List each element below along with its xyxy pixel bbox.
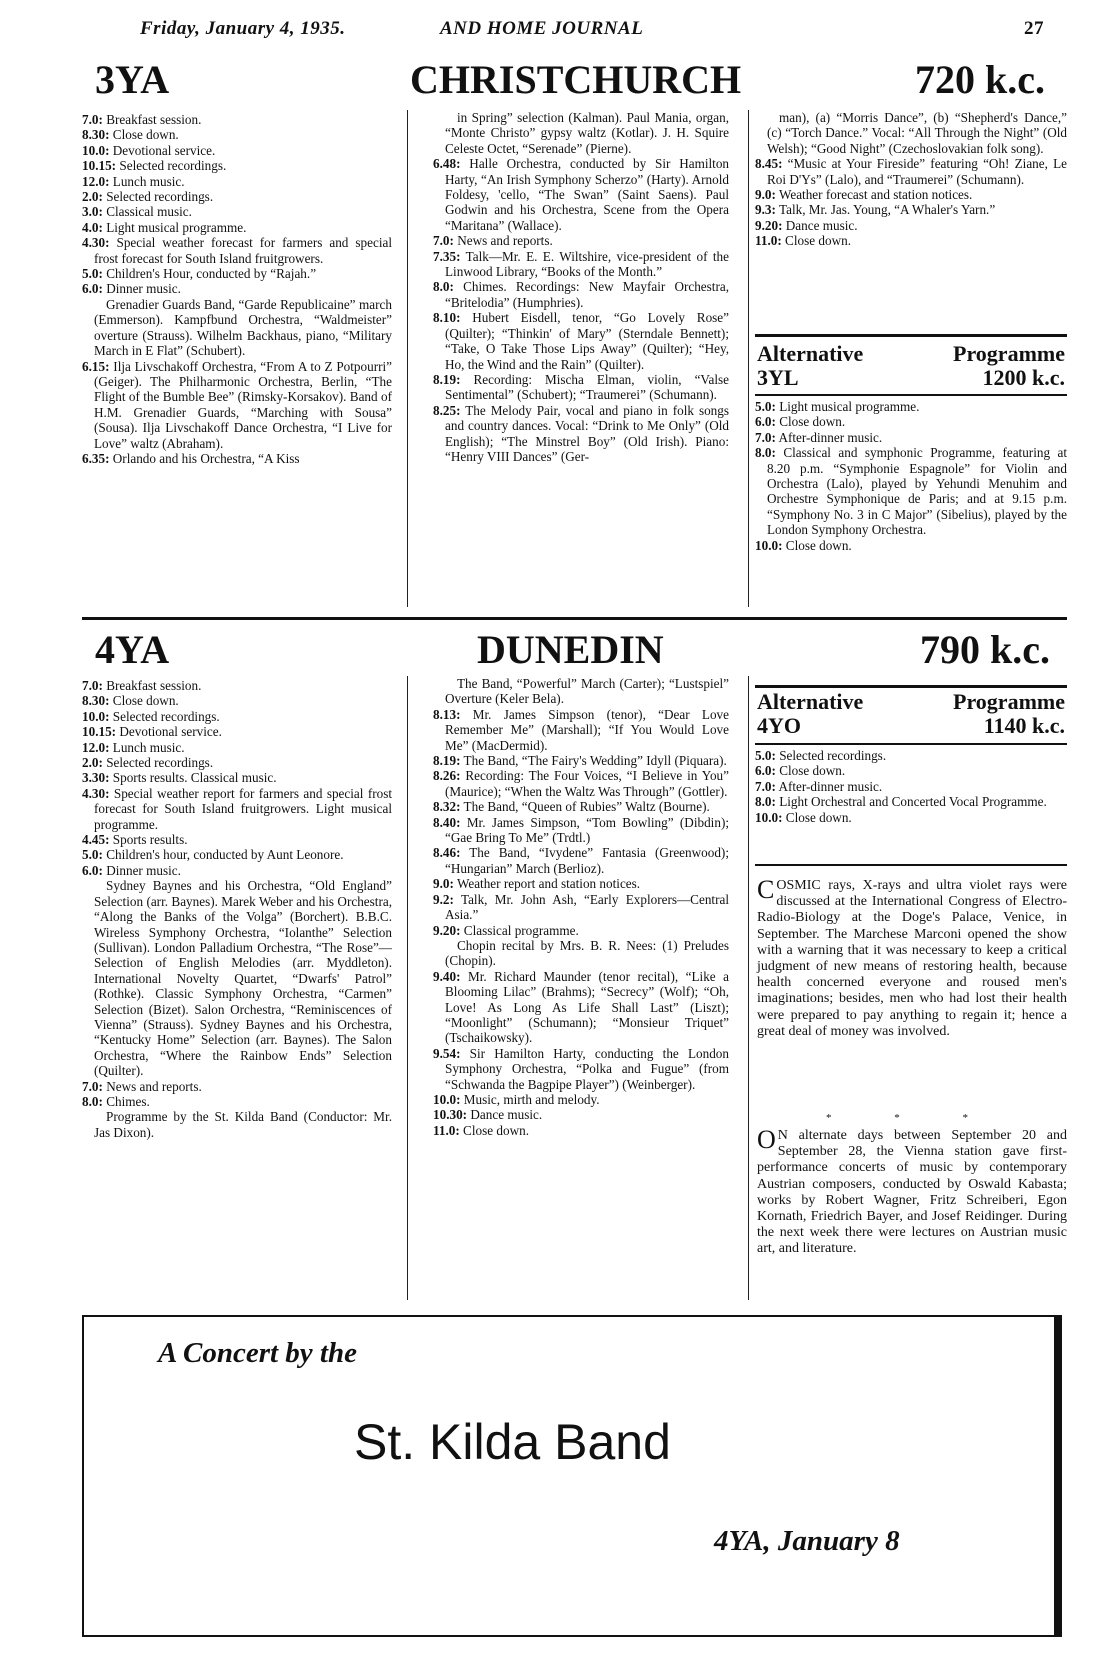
program-desc: Weather forecast and station notices. xyxy=(778,187,973,203)
program-time: 4.30: xyxy=(82,235,110,251)
program-time: 6.0: xyxy=(755,763,776,779)
station-4ya-heading: 4YA xyxy=(95,627,170,672)
program-time: 7.0: xyxy=(755,778,776,794)
program-desc: Children's hour, conducted by Aunt Leonore. xyxy=(106,847,344,863)
program-item xyxy=(433,815,729,846)
program-time: 8.0: xyxy=(433,279,454,295)
program-desc: Sports results. xyxy=(112,832,188,848)
program-item xyxy=(82,174,392,189)
program-time: 10.0: xyxy=(433,1091,461,1107)
program-item xyxy=(433,279,729,310)
program-item xyxy=(433,753,729,768)
freq-720-heading: 720 k.c. xyxy=(915,57,1045,102)
program-item xyxy=(433,1046,729,1092)
program-item xyxy=(755,218,1067,233)
program-desc: Lunch music. xyxy=(112,173,185,189)
program-time: 2.0: xyxy=(82,755,103,771)
program-item xyxy=(433,156,729,233)
program-item xyxy=(755,748,1067,763)
program-item xyxy=(433,249,729,280)
program-item xyxy=(433,969,729,1046)
advert-line-1: A Concert by the xyxy=(158,1337,357,1369)
program-time: 9.3: xyxy=(755,202,776,218)
program-desc: Light musical programme. xyxy=(106,219,247,235)
running-head xyxy=(140,18,1044,46)
program-desc: in Spring” selection (Kalman). Paul Mania, organ, “Monte Christo” gypsy waltz (Kotlar). J. H. Squire Celeste Octet, “Serenade” (Pierne). xyxy=(445,110,729,156)
3yl-program-list xyxy=(755,399,1067,553)
program-desc: Classical programme. xyxy=(463,922,579,938)
program-item xyxy=(433,1092,729,1107)
freq-790-heading: 790 k.c. xyxy=(920,627,1050,672)
program-time: 5.0: xyxy=(755,748,776,763)
program-item xyxy=(433,1107,729,1122)
program-desc: The Band, “Ivydene” Fantasia (Greenwood); “Hungarian” March (Berlioz). xyxy=(445,845,729,876)
program-item xyxy=(82,847,392,862)
program-item xyxy=(755,233,1067,248)
program-desc: Sir Hamilton Harty, conducting the London Symphony Orchestra, “Polka and Fugue” (from “Schwanda the Bagpipe Player”) (Weinberger). xyxy=(445,1045,729,1092)
program-item xyxy=(433,372,729,403)
program-item xyxy=(755,763,1067,778)
4ya-column-1 xyxy=(82,678,392,1140)
program-desc: The Band, “The Fairy's Wedding” Idyll (Piquara). xyxy=(463,753,727,769)
program-item xyxy=(82,740,392,755)
program-time: 8.30: xyxy=(82,693,110,709)
news-cosmic-rays xyxy=(757,875,1067,1040)
program-time: 8.25: xyxy=(433,402,461,418)
program-desc: Close down. xyxy=(785,537,852,553)
program-desc: Special weather report for farmers and special frost forecast for South Island fruitgrowers. Light musical programme. xyxy=(94,785,392,832)
program-desc: Light Orchestral and Concerted Vocal Programme. xyxy=(779,794,1047,810)
column-rule xyxy=(407,676,408,1300)
program-time: 8.40: xyxy=(433,814,461,830)
program-desc: Close down. xyxy=(779,763,846,779)
program-time: 9.0: xyxy=(433,876,454,892)
program-item xyxy=(755,794,1067,809)
program-time: 10.15: xyxy=(82,724,117,740)
alt-station: 3YL xyxy=(757,365,799,390)
program-desc: Devotional service. xyxy=(119,724,222,740)
program-item xyxy=(82,1109,392,1140)
program-desc: Light musical programme. xyxy=(779,399,920,414)
program-time: 6.0: xyxy=(82,281,103,297)
program-time: 10.0: xyxy=(755,537,783,553)
program-item xyxy=(755,202,1067,217)
program-desc: Close down. xyxy=(112,127,179,143)
program-desc: Breakfast session. xyxy=(106,678,202,693)
program-desc: Children's Hour, conducted by “Rajah.” xyxy=(106,266,317,282)
alt-label: Alternative xyxy=(757,341,864,366)
program-time: 8.10: xyxy=(433,310,461,326)
program-desc: The Band, “Powerful” March (Carter); “Lustspiel” Overture (Keler Bela). xyxy=(445,676,729,707)
program-item xyxy=(433,892,729,923)
program-desc: Chimes. Recordings: New Mayfair Orchestra, “Britelodia” (Humphries). xyxy=(445,279,729,310)
program-time: 9.54: xyxy=(433,1045,461,1061)
program-desc: Ilja Livschakoff Orchestra, “From A to Z Potpourri” (Geiger). The Philharmonic Orchestra, Berlin, “The Flight of the Bumble Bee” (Rimsky-Korsakov). Band of H.M. Grenadier Guards, “Marching with Sousa” (Sousa). Ilja Livschakoff Dance Orchestra, “I Live for Love” waltz (Abraham). xyxy=(94,358,393,451)
program-item xyxy=(433,233,729,248)
program-time: 10.0: xyxy=(755,809,783,825)
program-item xyxy=(755,810,1067,825)
program-desc: Selected recordings. xyxy=(106,755,214,771)
program-item xyxy=(82,143,392,158)
program-item xyxy=(82,1079,392,1094)
3ya-column-1 xyxy=(82,112,392,466)
program-item xyxy=(755,187,1067,202)
program-desc: Close down. xyxy=(463,1122,529,1138)
program-time: 10.0: xyxy=(82,708,110,724)
program-time: 4.0: xyxy=(82,219,103,235)
alt-rule xyxy=(755,394,1067,396)
program-desc: Dinner music. xyxy=(106,281,181,297)
program-time: 3.0: xyxy=(82,204,103,220)
section-rule xyxy=(82,617,1067,620)
program-desc: man), (a) “Morris Dance”, (b) “Shepherd's Dance,” (c) “Torch Dance.” Vocal: “All Through the Night” (Old Welsh); “Good Night” (Czechoslovakian folk song). xyxy=(767,110,1067,156)
program-time: 8.0: xyxy=(82,1093,103,1109)
program-desc: Special weather forecast for farmers and special frost forecast for South Island fruitgrowers. xyxy=(94,235,392,266)
program-item xyxy=(82,863,392,878)
program-desc: Classical and symphonic Programme, featuring at 8.20 p.m. “Symphonie Espagnole” for Violin and Orchestra (Lalo), played by Yehundi Menuhim and Orchestre Symphonique de Paris; and at 9.15 p.m. “Symphony No. 3 in C Major” (Sibelius), played by the London Symphony Orchestra. xyxy=(767,445,1068,538)
program-time: 4.30: xyxy=(82,785,110,801)
alt-station: 4YO xyxy=(757,713,801,738)
program-desc: Recording: Mischa Elman, violin, “Valse Sentimental” (Schubert); “Traumerei” (Schumann). xyxy=(445,371,729,403)
page-number: 27 xyxy=(1024,18,1044,39)
program-item xyxy=(755,414,1067,429)
program-item xyxy=(82,189,392,204)
program-item xyxy=(82,127,392,142)
program-desc: Chopin recital by Mrs. B. R. Nees: (1) Preludes (Chopin). xyxy=(445,937,729,969)
prog-label: Programme xyxy=(953,341,1065,366)
program-desc: Classical music. xyxy=(106,204,192,220)
journal-title: AND HOME JOURNAL xyxy=(440,18,644,39)
program-time: 9.0: xyxy=(755,187,776,203)
program-item xyxy=(755,399,1067,414)
program-time: 12.0: xyxy=(82,739,110,755)
program-desc: Sydney Baynes and his Orchestra, “Old England” Selection (arr. Baynes). Marek Weber and his Orchestra, “Along the Banks of the Volga” (Borchert). B.B.C. Wireless Symphony Orchestra, “Iolanthe” Selection (Sullivan). London Palladium Orchestra, “The Rose”—Selection of English Melodies (arr. Myddleton). International Novelty Quartet, “Dwarfs' Patrol” (Rothke). Classic Symphony Orchestra, “Carmen” Selection (Bizet). Salon Orchestra, “Reminiscences of Vienna” (Strauss). Sydney Baynes and his Orchestra, “Kentucky Home” Selection (arr. Baynes). The Salon Orchestra, “Where the Rainbow Ends” Selection (Quilter). xyxy=(94,878,392,1079)
program-item xyxy=(82,770,392,785)
program-time: 5.0: xyxy=(82,266,103,282)
program-time: 11.0: xyxy=(433,1122,460,1138)
program-time: 8.46: xyxy=(433,845,461,861)
drop-cap: C xyxy=(757,875,775,904)
program-item xyxy=(82,755,392,770)
alt-rule xyxy=(755,334,1067,337)
program-time: 6.0: xyxy=(82,862,103,878)
program-item xyxy=(433,938,729,969)
program-desc: Breakfast session. xyxy=(106,112,202,127)
prog-label: Programme xyxy=(953,689,1065,714)
program-time: 8.32: xyxy=(433,799,461,815)
column-rule xyxy=(748,110,749,607)
program-time: 9.2: xyxy=(433,891,454,907)
news-text: OSMIC rays, X-rays and ultra violet rays were discussed at the International Congress of Electro-Radio-Biology at the Doge's Palace, Venice, in September. The Marchese Marconi opened the show with a warning that it was necessary to keep a critical judgment of new means of restoring health, because health concerned everyone and roused men's imaginations; besides, men who had lost their health were prepared to pay anything to regain it; hence a great deal of money was involved. xyxy=(757,878,1067,1039)
program-time: 7.0: xyxy=(82,1078,103,1094)
program-desc: Grenadier Guards Band, “Garde Republicaine” march (Emmerson). Kampfbund Orchestra, “Waldmeister” overture (Strauss). Wilhelm Backhaus, piano, “Military March in E Flat” (Schubert). xyxy=(94,296,392,359)
program-item xyxy=(755,110,1067,156)
program-item xyxy=(433,403,729,465)
program-time: 10.30: xyxy=(433,1107,468,1123)
program-time: 8.13: xyxy=(433,706,461,722)
program-item xyxy=(755,445,1067,537)
alt-freq: 1200 k.c. xyxy=(982,365,1065,390)
program-time: 8.26: xyxy=(433,768,461,784)
program-item xyxy=(82,709,392,724)
concert-advert xyxy=(82,1315,1056,1637)
alt-rule xyxy=(755,864,1067,866)
program-time: 7.0: xyxy=(433,233,454,249)
christchurch-heading: CHRISTCHURCH xyxy=(410,57,742,102)
program-desc: Halle Orchestra, conducted by Sir Hamilton Harty, “An Irish Symphony Scherzo” (Harty). Arnold Foldesy, 'cello, “The Swan” (Saint Saens). Paul Godwin and his Orchestra, Scene from the Opera “Maritana” (Wallace). xyxy=(445,156,730,233)
program-item xyxy=(82,832,392,847)
alt-rule xyxy=(755,743,1067,745)
program-item xyxy=(433,923,729,938)
program-time: 8.19: xyxy=(433,753,461,769)
program-item xyxy=(82,297,392,359)
program-item xyxy=(82,878,392,1078)
program-time: 8.45: xyxy=(755,156,783,172)
program-item xyxy=(82,359,392,451)
program-time: 7.0: xyxy=(82,112,103,127)
program-time: 5.0: xyxy=(755,399,776,414)
program-time: 6.15: xyxy=(82,358,110,374)
4ya-column-2 xyxy=(433,676,729,1138)
news-text: N alternate days between September 20 and September 28, the Vienna station gave first-performance concerts of music by contemporary Austrian composers, conducted by Oswald Kabasta; works by Robert Wagner, Fritz Schreiberi, Egon Kornath, Friedrich Bayer, and Josef Reidinger. During the next week there were lectures on Austrian music art, and literature. xyxy=(757,1128,1067,1257)
program-desc: Lunch music. xyxy=(112,739,185,755)
program-desc: Selected recordings. xyxy=(779,748,887,763)
program-item xyxy=(82,1094,392,1109)
program-item xyxy=(433,110,729,156)
program-item xyxy=(82,281,392,296)
program-desc: Programme by the St. Kilda Band (Conductor: Mr. Jas Dixon). xyxy=(94,1109,392,1140)
program-time: 7.35: xyxy=(433,248,461,264)
advert-band-name: St. Kilda Band xyxy=(354,1414,671,1470)
station-3ya-heading: 3YA xyxy=(95,57,170,102)
drop-cap: O xyxy=(757,1125,776,1154)
program-desc: Talk—Mr. E. E. Wiltshire, vice-president of the Linwood Library, “Books of the Month.” xyxy=(445,248,729,280)
program-desc: Dinner music. xyxy=(106,862,181,878)
program-item xyxy=(82,724,392,739)
program-desc: News and reports. xyxy=(106,1078,202,1094)
program-time: 9.20: xyxy=(433,922,461,938)
program-time: 7.0: xyxy=(755,429,776,445)
program-desc: Selected recordings. xyxy=(119,158,227,174)
program-desc: Close down. xyxy=(785,809,852,825)
alt-rule xyxy=(755,685,1067,688)
program-desc: Music, mirth and melody. xyxy=(463,1091,600,1107)
3ya-column-2 xyxy=(433,110,729,464)
program-time: 8.0: xyxy=(755,445,776,461)
program-item xyxy=(82,693,392,708)
program-desc: Mr. James Simpson (tenor), “Dear Love Remember Me” (Marshall); “If You Would Love Me” (MacDermid). xyxy=(445,706,729,753)
program-item xyxy=(82,786,392,832)
program-time: 8.30: xyxy=(82,127,110,143)
program-time: 6.0: xyxy=(755,414,776,430)
program-item xyxy=(433,768,729,799)
program-item xyxy=(755,538,1067,553)
program-time: 4.45: xyxy=(82,832,110,848)
program-desc: After-dinner music. xyxy=(778,778,883,794)
program-item xyxy=(433,707,729,753)
program-item xyxy=(433,310,729,372)
program-item xyxy=(82,204,392,219)
column-rule xyxy=(407,110,408,607)
program-desc: “Music at Your Fireside” featuring “Oh! Ziane, Le Roi D'Ys” (Lalo), and “Traumerei” (Schumann). xyxy=(767,156,1068,187)
program-item xyxy=(433,845,729,876)
news-vienna xyxy=(757,1125,1067,1258)
separator-stars: * * * xyxy=(826,1112,998,1124)
program-time: 9.20: xyxy=(755,217,783,233)
program-item xyxy=(755,156,1067,187)
program-desc: Mr. Richard Maunder (tenor recital), “Like a Blooming Lilac” (Brahms); “Secrecy” (Wolf); “Oh, Love! As Long As Life Shall Last” (Liszt); “Moonlight” (Schumann); “Monsieur Triquet” (Tschaikowsky). xyxy=(445,968,729,1046)
program-item xyxy=(433,876,729,891)
program-time: 8.19: xyxy=(433,371,461,387)
program-time: 11.0: xyxy=(755,233,782,249)
program-time: 10.15: xyxy=(82,158,117,174)
program-item xyxy=(82,112,392,127)
program-time: 10.0: xyxy=(82,142,110,158)
program-time: 5.0: xyxy=(82,847,103,863)
program-desc: Devotional service. xyxy=(112,142,216,158)
advert-date: 4YA, January 8 xyxy=(714,1525,900,1557)
program-time: 3.30: xyxy=(82,770,110,786)
program-desc: Close down. xyxy=(112,693,179,709)
advert-shadow xyxy=(1054,1315,1062,1637)
program-item xyxy=(82,235,392,266)
program-time: 2.0: xyxy=(82,189,103,205)
program-item xyxy=(433,676,729,707)
program-item xyxy=(82,158,392,173)
program-item xyxy=(82,451,392,466)
program-desc: Weather report and station notices. xyxy=(456,876,641,892)
program-desc: Talk, Mr. John Ash, “Early Explorers—Central Asia.” xyxy=(445,891,729,923)
program-desc: Orlando and his Orchestra, “A Kiss xyxy=(112,450,300,466)
program-item xyxy=(755,779,1067,794)
program-item xyxy=(82,266,392,281)
program-desc: The Band, “Queen of Rubies” Waltz (Bourne). xyxy=(463,799,710,815)
issue-date: Friday, January 4, 1935. xyxy=(140,18,346,39)
program-desc: News and reports. xyxy=(457,233,553,249)
program-desc: Chimes. xyxy=(106,1093,150,1109)
alt-freq: 1140 k.c. xyxy=(983,713,1065,738)
dunedin-heading: DUNEDIN xyxy=(477,627,664,672)
program-desc: Dance music. xyxy=(785,217,858,233)
program-desc: After-dinner music. xyxy=(778,429,883,445)
alt-label: Alternative xyxy=(757,689,864,714)
program-desc: The Melody Pair, vocal and piano in folk songs and country dances. Vocal: “Drink to Me Only” (Old English); “The Minstrel Boy” (Old Irish). Piano: “Henry VIII Dances” (Ger- xyxy=(445,402,730,464)
program-item xyxy=(82,678,392,693)
program-time: 12.0: xyxy=(82,173,110,189)
3ya-column-3 xyxy=(755,110,1067,249)
program-desc: Talk, Mr. Jas. Young, “A Whaler's Yarn.” xyxy=(778,202,996,218)
program-time: 9.40: xyxy=(433,968,461,984)
3yl-alternative-heading xyxy=(757,342,1065,390)
program-desc: Selected recordings. xyxy=(112,708,220,724)
program-time: 8.0: xyxy=(755,794,776,810)
program-desc: Dance music. xyxy=(470,1107,543,1123)
program-item xyxy=(433,799,729,814)
4yo-alternative-heading xyxy=(757,690,1065,738)
program-time: 6.35: xyxy=(82,450,110,466)
4yo-program-list xyxy=(755,748,1067,825)
column-rule xyxy=(748,676,749,1300)
program-desc: Recording: The Four Voices, “I Believe in You” (Maurice); “When the Waltz Was Through” (Gottler). xyxy=(445,768,729,799)
program-time: 7.0: xyxy=(82,678,103,693)
program-item xyxy=(433,1123,729,1138)
program-desc: Mr. James Simpson, “Tom Bowling” (Dibdin); “Gae Bring To Me” (Trdtl.) xyxy=(445,814,729,846)
program-desc: Hubert Eisdell, tenor, “Go Lovely Rose” (Quilter); “Thinkin' of Mary” (Sterndale Bennett); “Take, O Take Those Lips Away” (Quilter); “Hey, Ho, the Wind and the Rain” (Quilter). xyxy=(445,310,729,372)
program-desc: Close down. xyxy=(785,233,851,249)
program-desc: Close down. xyxy=(779,414,846,430)
program-time: 6.48: xyxy=(433,156,461,172)
program-item xyxy=(755,430,1067,445)
program-desc: Selected recordings. xyxy=(106,189,214,205)
program-desc: Sports results. Classical music. xyxy=(112,770,277,786)
program-item xyxy=(82,220,392,235)
